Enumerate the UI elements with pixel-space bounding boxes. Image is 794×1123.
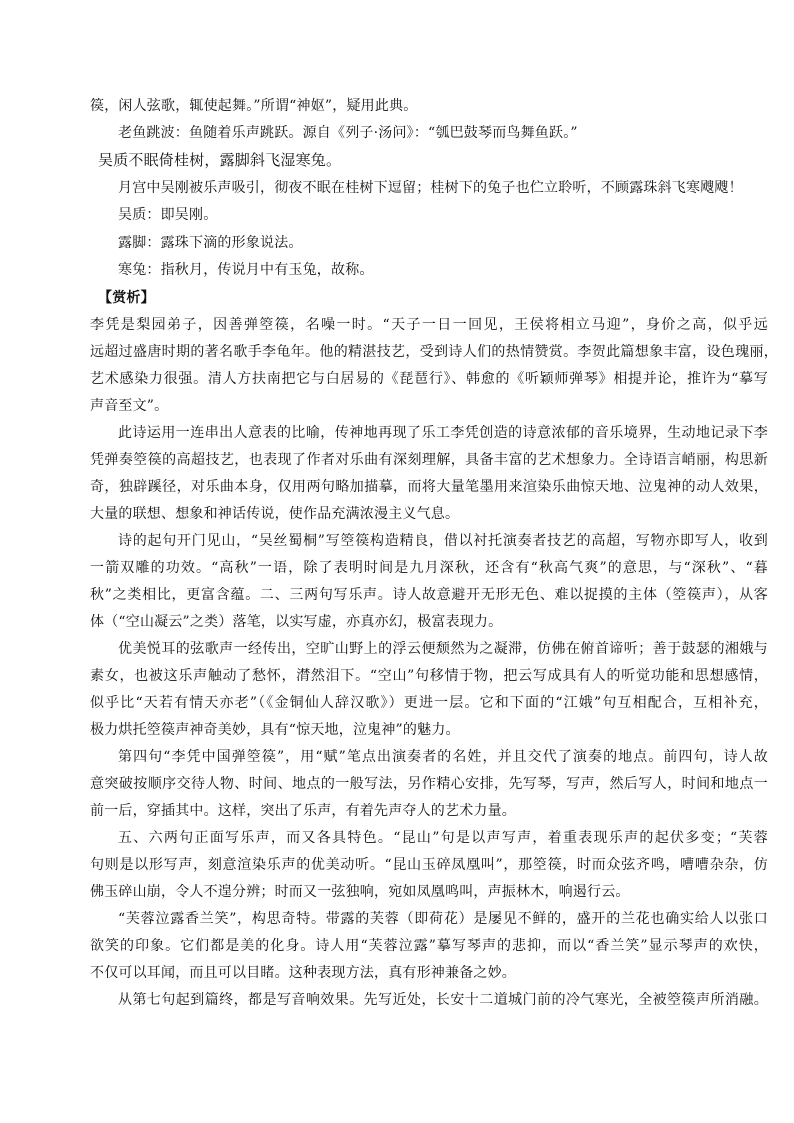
paragraph-line: 欲笑的印象。它们都是美的化身。诗人用“芙蓉泣露”摹写琴声的悲抑，而以“香兰笑”显示琴声的欢快， — [90, 938, 768, 954]
paragraph-line: 体（“空山凝云”之类）落笔，以实写虚，亦真亦幻，极富表现力。 — [90, 614, 503, 630]
paragraph-line: 声音至文”。 — [90, 398, 169, 414]
annotation-line: 老鱼跳波：鱼随着乐声跳跃。源自《列子·汤问》：“瓠巴鼓琴而鸟舞鱼跃。” — [118, 125, 578, 141]
annotation-line: 吴质：即吴刚。 — [118, 207, 218, 223]
paragraph-line: 诗的起句开门见山，“吴丝蜀桐”写箜篌构造精良，借以衬托演奏者技艺的高超，写物亦即写人，收到 — [118, 533, 768, 549]
paragraph-line: 从第七句起到篇终，都是写音响效果。先写近处，长安十二道城门前的冷气寒光，全被箜篌声所消融。 — [118, 992, 768, 1008]
poem-verse-line: 吴质不眠倚桂树，露脚斜飞湿寒兔。 — [98, 151, 342, 169]
paragraph-line: 意突破按顺序交待人物、时间、地点的一般写法，另作精心安排，先写琴，写声，然后写人，时间和地点一 — [90, 776, 768, 792]
paragraph-line: 大量的联想、想象和神话传说，使作品充满浓漫主义气息。 — [90, 506, 460, 522]
translation-line: 月宫中吴刚被乐声吸引，彻夜不眠在桂树下逗留；桂树下的兔子也伫立聆听，不顾露珠斜飞寒飕飕！ — [118, 180, 743, 196]
paragraph-line: 奇，独辟蹊径，对乐曲本身，仅用两句略加描摹，而将大量笔墨用来渲染乐曲惊天地、泣鬼神的动人效果， — [90, 479, 768, 495]
paragraph-line: 不仅可以耳闻，而且可以目睹。这种表现方法，真有形神兼备之妙。 — [90, 965, 516, 981]
paragraph-line: 李凭是梨园弟子，因善弹箜篌，名噪一时。“天子一日一回见，王侯将相立马迎”，身价之高，似乎远 — [90, 317, 768, 333]
section-heading: 【赏析】 — [98, 290, 155, 306]
paragraph-line: 句则是以形写声，刻意渲染乐声的优美动听。“昆山玉碎凤凰叫”，那箜篌，时而众弦齐鸣，嘈嘈杂杂，仿 — [90, 857, 768, 873]
text-line: 篌，闲人弦歌，辄使起舞。”所谓“神妪”，疑用此典。 — [90, 98, 418, 114]
paragraph-line: “芙蓉泣露香兰笑”，构思奇特。带露的芙蓉（即荷花）是屡见不鲜的，盛开的兰花也确实给人以张口 — [118, 911, 768, 927]
paragraph-line: 远超过盛唐时期的著名歌手李龟年。他的精湛技艺，受到诗人们的热情赞赏。李贺此篇想象丰富，设色瑰丽， — [90, 344, 778, 360]
annotation-line: 露脚：露珠下滴的形象说法。 — [118, 235, 303, 251]
paragraph-line: 素女，也被这乐声触动了愁怀，潸然泪下。“空山”句移情于物，把云写成具有人的听觉功能和思想感情， — [90, 668, 768, 684]
paragraph-line: 优美悦耳的弦歌声一经传出，空旷山野上的浮云便颓然为之凝滞，仿佛在俯首谛听；善于鼓瑟的湘娥与 — [118, 641, 768, 657]
annotation-line: 寒兔：指秋月，传说月中有玉兔，故称。 — [118, 262, 374, 278]
paragraph-line: 佛玉碎山崩，令人不遑分辨；时而又一弦独响，宛如凤凰鸣叫，声振林木，响遏行云。 — [90, 884, 630, 900]
paragraph-line: 第四句“李凭中国弹箜篌”，用“赋”笔点出演奏者的名姓，并且交代了演奏的地点。前四句，诗人故 — [118, 749, 768, 765]
paragraph-line: 秋”之类相比，更富含蕴。二、三两句写乐声。诗人故意避开无形无色、难以捉摸的主体（箜篌声），从客 — [90, 587, 768, 603]
paragraph-line: 此诗运用一连串出人意表的比喻，传神地再现了乐工李凭创造的诗意浓郁的音乐境界，生动地记录下李 — [118, 425, 768, 441]
paragraph-line: 似乎比“天若有情天亦老”（《金铜仙人辞汉歌》）更进一层。它和下面的“江娥”句互相配合，互相补充， — [90, 695, 768, 711]
paragraph-line: 前一后，穿插其中。这样，突出了乐声，有着先声夺人的艺术力量。 — [90, 803, 516, 819]
paragraph-line: 凭弹奏箜篌的高超技艺，也表现了作者对乐曲有深刻理解，具备丰富的艺术想象力。全诗语言峭丽，构思新 — [90, 452, 768, 468]
paragraph-line: 一箭双雕的功效。“高秋”一语，除了表明时间是九月深秋，还含有“秋高气爽”的意思，与“深秋”、“暮 — [90, 560, 768, 576]
paragraph-line: 极力烘托箜篌声神奇美妙，具有“惊天地，泣鬼神”的魅力。 — [90, 722, 460, 738]
paragraph-line: 艺术感染力很强。清人方扶南把它与白居易的《琵琶行》、韩愈的《听颖师弹琴》相提并论，推许为“摹写 — [90, 371, 768, 387]
paragraph-line: 五、六两句正面写乐声，而又各具特色。“昆山”句是以声写声，着重表现乐声的起伏多变；“芙蓉 — [118, 830, 768, 846]
